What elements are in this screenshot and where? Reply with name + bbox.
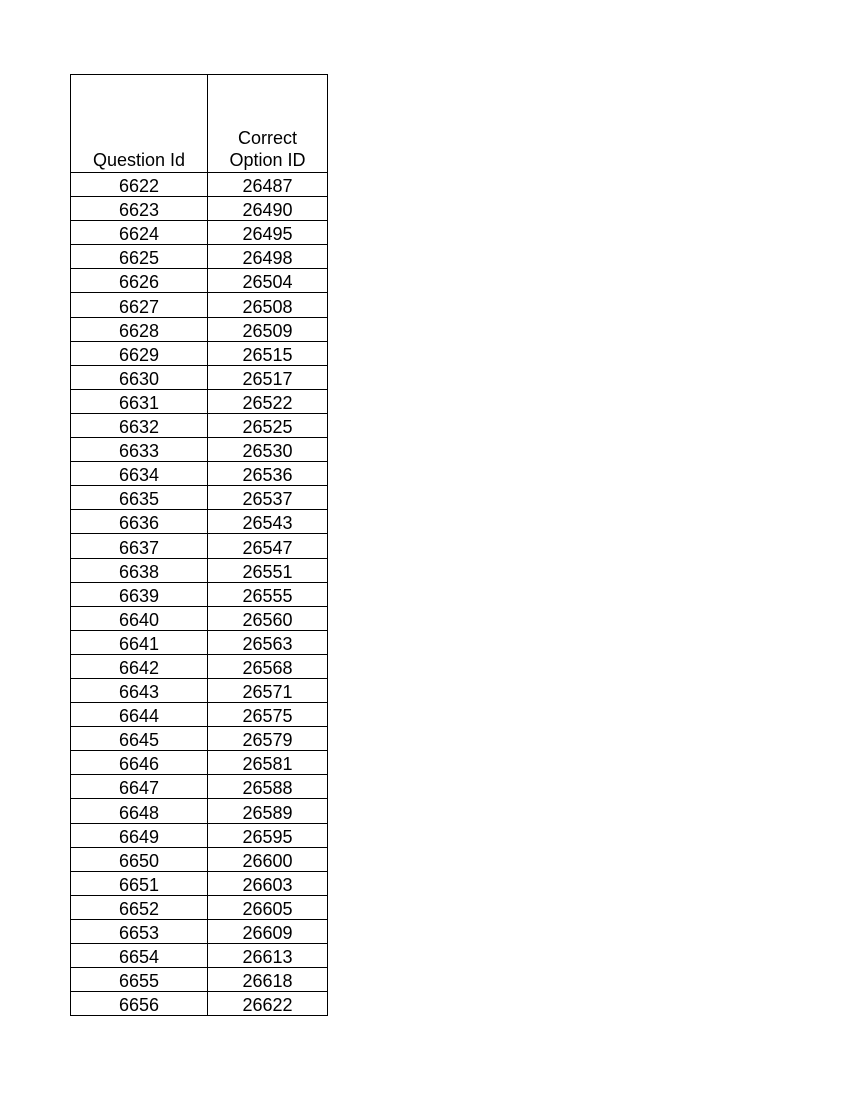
table-row: [71, 413, 328, 437]
correct-option-id-cell: 26555: [208, 582, 328, 606]
correct-option-id-cell: 26508: [208, 293, 328, 317]
correct-option-id-cell: 26504: [208, 269, 328, 293]
table-row: [71, 389, 328, 413]
table-row: [71, 847, 328, 871]
table-row: [71, 871, 328, 895]
question-id-cell: 6639: [71, 582, 208, 606]
correct-option-id-cell: 26536: [208, 462, 328, 486]
question-id-cell: 6650: [71, 847, 208, 871]
table-body: [71, 173, 328, 1016]
question-id-cell: 6634: [71, 462, 208, 486]
question-id-cell: 6636: [71, 510, 208, 534]
correct-option-id-cell: 26581: [208, 751, 328, 775]
correct-option-id-cell: 26498: [208, 245, 328, 269]
correct-option-id-cell: 26609: [208, 919, 328, 943]
correct-option-id-cell: 26543: [208, 510, 328, 534]
question-id-cell: 6641: [71, 630, 208, 654]
question-id-cell: 6656: [71, 992, 208, 1016]
correct-option-id-cell: 26515: [208, 341, 328, 365]
question-id-cell: 6626: [71, 269, 208, 293]
question-id-cell: 6655: [71, 968, 208, 992]
correct-option-header-line1: Correct: [237, 128, 297, 148]
correct-option-id-cell: 26490: [208, 197, 328, 221]
table-row: [71, 606, 328, 630]
correct-option-id-cell: 26603: [208, 871, 328, 895]
table-row: [71, 341, 328, 365]
correct-option-id-cell: 26588: [208, 775, 328, 799]
question-id-cell: 6645: [71, 727, 208, 751]
correct-option-id-cell: 26522: [208, 389, 328, 413]
question-id-cell: 6644: [71, 703, 208, 727]
question-id-cell: 6640: [71, 606, 208, 630]
table-row: [71, 486, 328, 510]
question-id-cell: 6630: [71, 365, 208, 389]
table-row: [71, 245, 328, 269]
question-id-cell: 6652: [71, 895, 208, 919]
correct-option-id-cell: 26622: [208, 992, 328, 1016]
table-row: [71, 630, 328, 654]
table-row: [71, 919, 328, 943]
correct-option-id-header: [208, 75, 328, 173]
table-row: [71, 775, 328, 799]
question-id-cell: 6635: [71, 486, 208, 510]
table-row: [71, 703, 328, 727]
question-id-cell: 6647: [71, 775, 208, 799]
question-id-cell: 6624: [71, 221, 208, 245]
table-row: [71, 317, 328, 341]
question-id-cell: 6623: [71, 197, 208, 221]
correct-option-id-cell: 26517: [208, 365, 328, 389]
correct-option-id-cell: 26575: [208, 703, 328, 727]
answer-key-table: [70, 74, 328, 1016]
correct-option-id-cell: 26595: [208, 823, 328, 847]
table-row: [71, 582, 328, 606]
table-row: [71, 365, 328, 389]
table-row: [71, 221, 328, 245]
correct-option-id-cell: 26487: [208, 173, 328, 197]
table-row: [71, 654, 328, 678]
table-row: [71, 823, 328, 847]
correct-option-id-cell: 26525: [208, 413, 328, 437]
table-row: [71, 173, 328, 197]
question-id-cell: 6653: [71, 919, 208, 943]
question-id-cell: 6625: [71, 245, 208, 269]
correct-option-id-cell: 26509: [208, 317, 328, 341]
question-id-cell: 6646: [71, 751, 208, 775]
question-id-cell: 6648: [71, 799, 208, 823]
correct-option-id-cell: 26579: [208, 727, 328, 751]
correct-option-id-cell: 26600: [208, 847, 328, 871]
question-id-cell: 6629: [71, 341, 208, 365]
table-row: [71, 944, 328, 968]
question-id-cell: 6622: [71, 173, 208, 197]
question-id-cell: 6633: [71, 438, 208, 462]
question-id-cell: 6632: [71, 413, 208, 437]
question-id-cell: 6631: [71, 389, 208, 413]
question-id-cell: 6651: [71, 871, 208, 895]
correct-option-id-cell: 26563: [208, 630, 328, 654]
question-id-header-label: Question Id: [92, 150, 186, 170]
correct-option-id-cell: 26495: [208, 221, 328, 245]
table-row: [71, 438, 328, 462]
table-row: [71, 534, 328, 558]
correct-option-id-cell: 26560: [208, 606, 328, 630]
correct-option-id-cell: 26568: [208, 654, 328, 678]
question-id-cell: 6654: [71, 944, 208, 968]
table-row: [71, 968, 328, 992]
table-row: [71, 992, 328, 1016]
table-row: [71, 751, 328, 775]
correct-option-id-cell: 26551: [208, 558, 328, 582]
correct-option-id-cell: 26605: [208, 895, 328, 919]
correct-option-id-cell: 26547: [208, 534, 328, 558]
table-row: [71, 462, 328, 486]
correct-option-id-cell: 26618: [208, 968, 328, 992]
question-id-cell: 6649: [71, 823, 208, 847]
table-row: [71, 197, 328, 221]
correct-option-id-cell: 26589: [208, 799, 328, 823]
table-row: [71, 510, 328, 534]
correct-option-header-line2: Option ID: [229, 150, 306, 170]
question-id-cell: 6643: [71, 678, 208, 702]
correct-option-id-cell: 26571: [208, 678, 328, 702]
question-id-header: [71, 75, 208, 173]
table-row: [71, 558, 328, 582]
table-row: [71, 678, 328, 702]
question-id-cell: 6628: [71, 317, 208, 341]
correct-option-id-cell: 26537: [208, 486, 328, 510]
table-row: [71, 269, 328, 293]
correct-option-id-cell: 26613: [208, 944, 328, 968]
question-id-cell: 6627: [71, 293, 208, 317]
question-id-cell: 6637: [71, 534, 208, 558]
correct-option-id-cell: 26530: [208, 438, 328, 462]
table-row: [71, 727, 328, 751]
table-row: [71, 799, 328, 823]
table-row: [71, 895, 328, 919]
table-header-row: [71, 75, 328, 173]
table-row: [71, 293, 328, 317]
question-id-cell: 6642: [71, 654, 208, 678]
question-id-cell: 6638: [71, 558, 208, 582]
